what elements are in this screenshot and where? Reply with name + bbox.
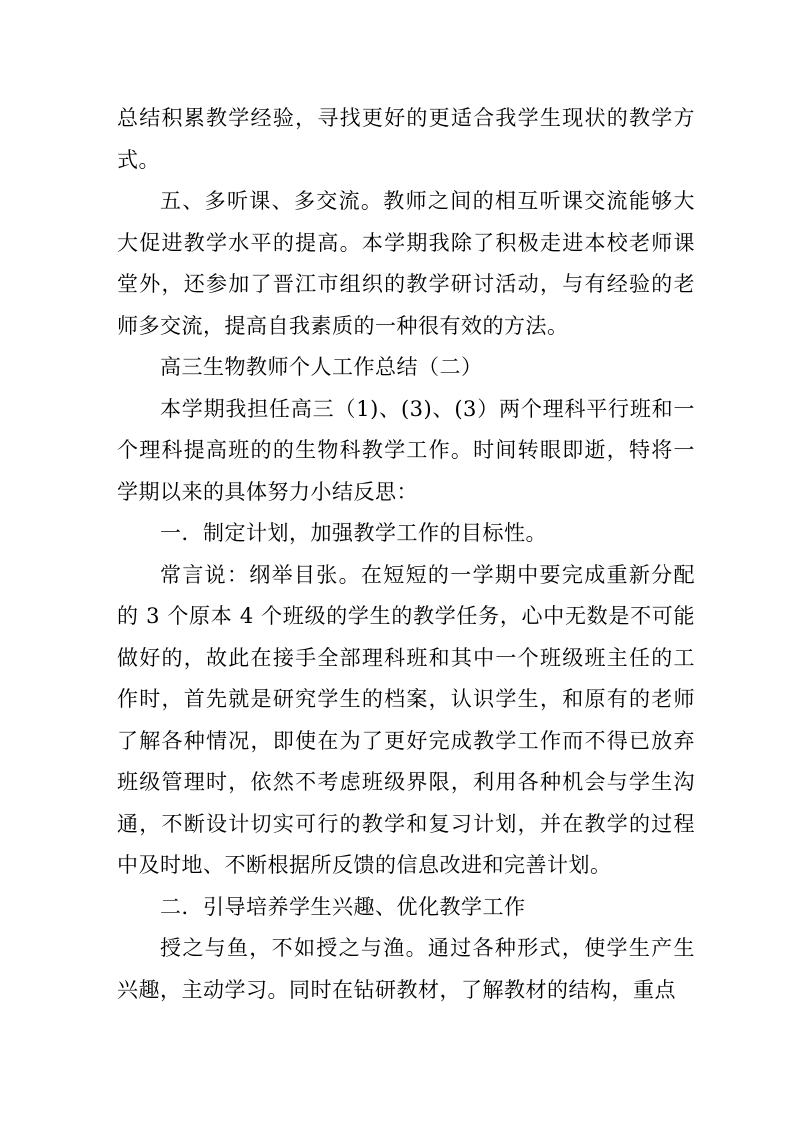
point-one-heading: 一．制定计划，加强教学工作的目标性。: [160, 521, 547, 545]
document-body: [117, 98, 695, 1011]
point-two-heading: 二．引导培养学生兴趣、优化教学工作: [160, 894, 526, 919]
paragraph-planning: 常言说：纲举目张。在短短的一学期中要完成重新分配的 3 个原本 4 个班级的学生的教学任务，心中无数是不可能做好的，故此在接手全部理科班和其中一个班级班主任的工作时，首先就是研究学生的档案，认识学生，和原有的老师了解各种情况，即使在为了更好完成教学工作而不得已放弃班级管理时，依然不考虑班级界限，利用各种机会与学生沟通，不断设计切实可行的教学和复习计划，并在教学的过程中及时地、不断根据所反馈的信息改进和完善计划。: [117, 562, 695, 877]
paragraph-continued-summary: 总结积累教学经验，寻找更好的更适合我学生现状的教学方式。: [117, 106, 695, 172]
section-heading: 高三生物教师个人工作总结（二）: [160, 355, 483, 379]
paragraph-point-five: 五、多听课、多交流。教师之间的相互听课交流能够大大促进教学水平的提高。本学期我除了积极走进本校老师课堂外，还参加了晋江市组织的教学研讨活动，与有经验的老师多交流，提高自我素质的一种很有效的方法。: [117, 189, 695, 338]
paragraph-interest: 授之与鱼，不如授之与渔。通过各种形式，使学生产生兴趣，主动学习。同时在钻研教材，了解教材的结构，重点: [117, 936, 695, 1002]
paragraph-intro: 本学期我担任高三（1)、(3)、(3）两个理科平行班和一个理科提高班的的生物科教学工作。时间转眼即逝，特将一学期以来的具体努力小结反思：: [117, 396, 695, 504]
